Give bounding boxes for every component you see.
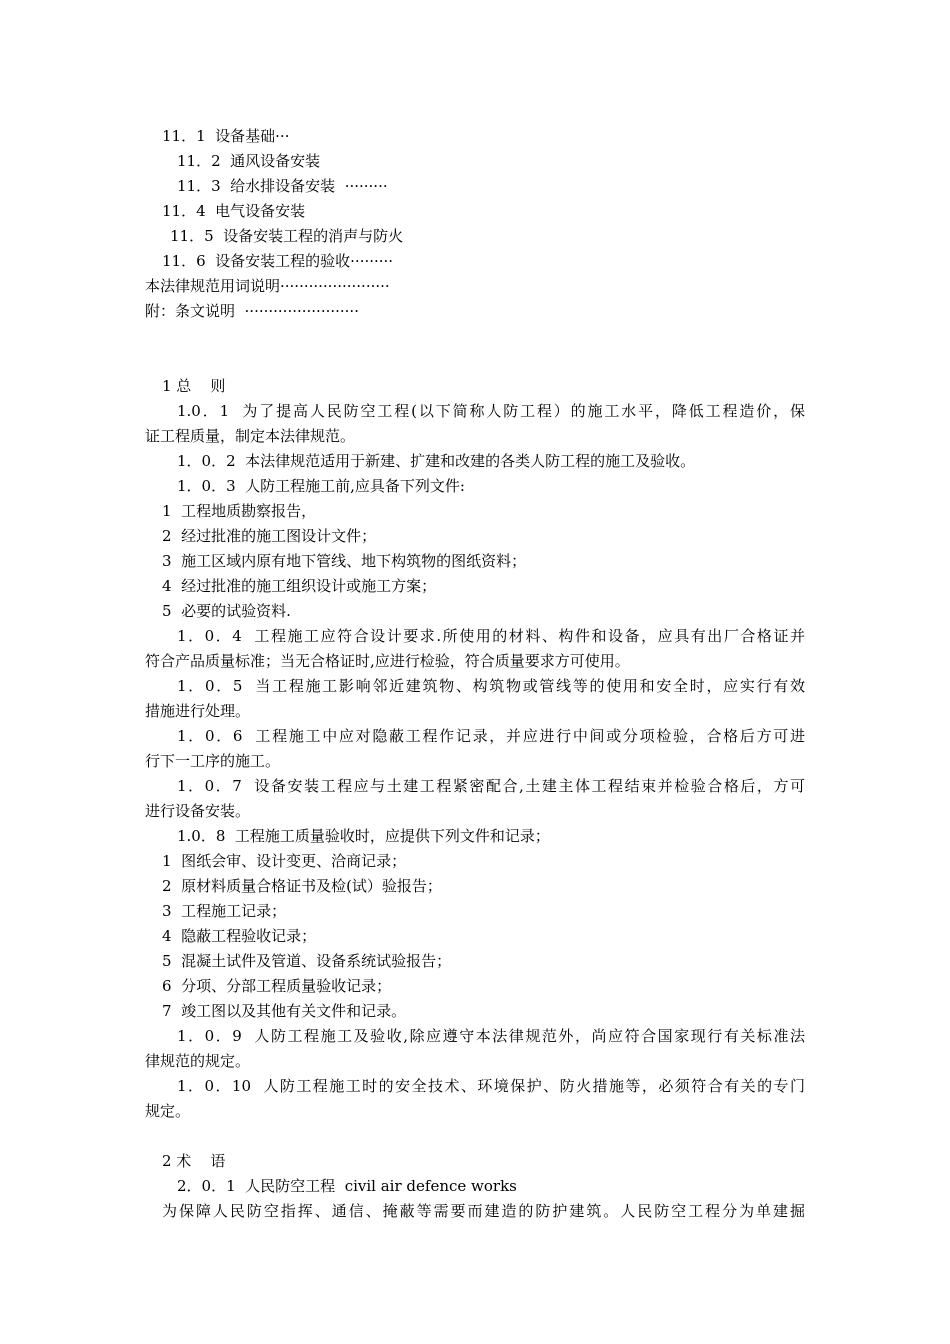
paragraph-line: 1．0．2 本法律规范适用于新建、扩建和改建的各类人防工程的施工及验收。: [177, 452, 696, 470]
paragraph-line: 行下一工序的施工。: [145, 752, 281, 770]
list-item: 6 分项、分部工程质量验收记录；: [162, 977, 392, 995]
paragraph-line: 1．0．4 工程施工应符合设计要求.所使用的材料、构件和设备，应具有出厂合格证并: [177, 627, 805, 645]
term-line: 2．0．1 人民防空工程 civil air defence works: [177, 1177, 517, 1195]
paragraph-line: 规定。: [145, 1102, 191, 1120]
paragraph-line: 措施进行处理。: [145, 702, 251, 720]
paragraph-line: 1．0．5 当工程施工影响邻近建筑物、构筑物或管线等的使用和安全时，应实行有效: [177, 677, 805, 695]
paragraph-line: 1．0．10 人防工程施工时的安全技术、环境保护、防火措施等，必须符合有关的专门: [177, 1077, 805, 1095]
list-item: 5 必要的试验资料.: [162, 602, 291, 620]
list-item: 3 工程施工记录；: [162, 902, 287, 920]
section-heading: 2 术 语: [162, 1152, 226, 1170]
list-item: 1 图纸会审、设计变更、洽商记录；: [162, 852, 407, 870]
list-item: 4 隐蔽工程验收记录；: [162, 927, 317, 945]
paragraph-line: 1．0．6 工程施工中应对隐蔽工程作记录，并应进行中间或分项检验，合格后方可进: [177, 727, 805, 745]
paragraph-line: 证工程质量，制定本法律规范。: [145, 427, 356, 445]
paragraph-line: 1．0．3 人防工程施工前,应具备下列文件:: [177, 477, 465, 495]
paragraph-line: 律规范的规定。: [145, 1052, 251, 1070]
paragraph-line: 1.0．8 工程施工质量验收时，应提供下列文件和记录；: [177, 827, 550, 845]
paragraph-line: 为保障人民防空指挥、通信、掩蔽等需要而建造的防护建筑。人民防空工程分为单建掘: [162, 1202, 805, 1220]
list-item: 2 经过批准的施工图设计文件；: [162, 527, 377, 545]
paragraph-line: 1．0．7 设备安装工程应与土建工程紧密配合,土建主体工程结束并检验合格后，方可: [177, 777, 805, 795]
toc-line: 11．6 设备安装工程的验收·········: [162, 252, 394, 270]
section-heading: 1 总 则: [162, 377, 226, 395]
toc-line: 本法律规范用词说明·······················: [145, 277, 390, 295]
list-item: 4 经过批准的施工组织设计或施工方案；: [162, 577, 437, 595]
list-item: 7 竣工图以及其他有关文件和记录。: [162, 1002, 407, 1020]
toc-line: 附：条文说明 ························: [145, 302, 359, 320]
list-item: 2 原材料质量合格证书及检(试）验报告；: [162, 877, 442, 895]
paragraph-line: 1．0．9 人防工程施工及验收,除应遵守本法律规范外，尚应符合国家现行有关标准法: [177, 1027, 805, 1045]
toc-line: 11．4 电气设备安装: [162, 202, 306, 220]
list-item: 3 施工区域内原有地下管线、地下构筑物的图纸资料；: [162, 552, 527, 570]
toc-line: 11．3 给水排设备安装 ·········: [177, 177, 388, 195]
toc-line: 11．2 通风设备安装: [177, 152, 321, 170]
list-item: 1 工程地质勘察报告，: [162, 502, 317, 520]
toc-line: 11．5 设备安装工程的消声与防火: [170, 227, 404, 245]
list-item: 5 混凝土试件及管道、设备系统试验报告；: [162, 952, 452, 970]
paragraph-line: 1.0．1 为了提高人民防空工程(以下简称人防工程）的施工水平，降低工程造价，保: [177, 402, 805, 420]
toc-line: 11．1 设备基础···: [162, 127, 290, 145]
paragraph-line: 符合产品质量标准；当无合格证时,应进行检验，符合质量要求方可使用。: [145, 652, 630, 670]
paragraph-line: 进行设备安装。: [145, 802, 251, 820]
